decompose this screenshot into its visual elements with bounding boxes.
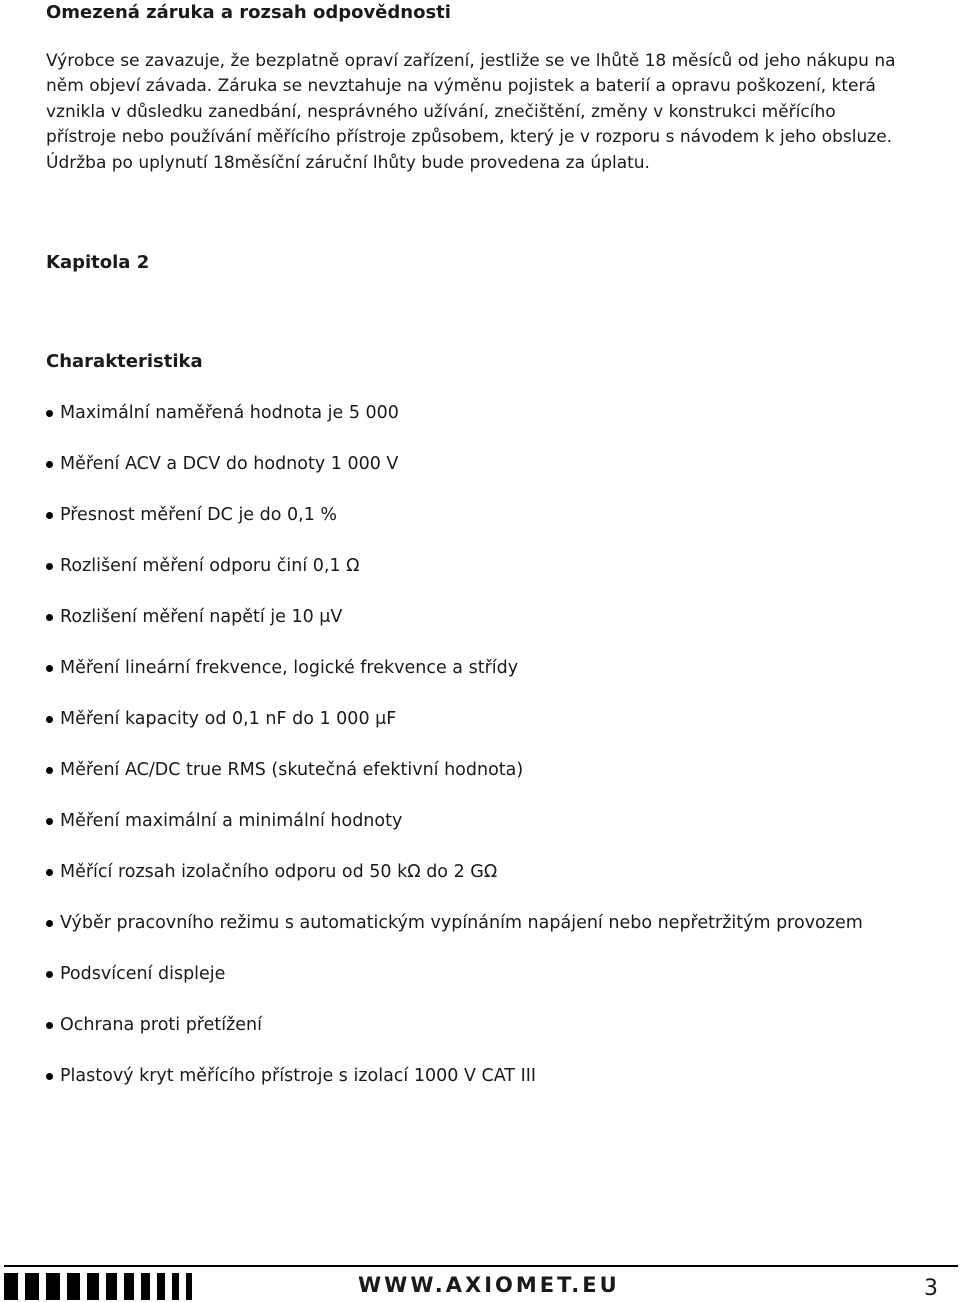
feature-text: Měření AC/DC true RMS (skutečná efektivní hodnota)	[60, 760, 524, 780]
warranty-line: něm objeví závada. Záruka se nevztahuje na výměnu pojistek a baterií a opravu poškození, která	[46, 76, 876, 97]
bullet-icon	[46, 512, 53, 519]
feature-text: Měřící rozsah izolačního odporu od 50 kΩ do 2 GΩ	[60, 862, 498, 882]
footer-website: WWW.AXIOMET.EU	[358, 1273, 620, 1297]
warranty-heading: Omezená záruka a rozsah odpovědnosti	[46, 2, 451, 23]
bullet-icon	[46, 1073, 53, 1080]
list-item	[46, 708, 863, 759]
bullet-icon	[46, 818, 53, 825]
feature-text: Měření lineární frekvence, logické frekvence a střídy	[60, 658, 519, 678]
feature-text: Podsvícení displeje	[60, 964, 226, 984]
list-item	[46, 555, 863, 606]
bullet-icon	[46, 767, 53, 774]
bullet-icon	[46, 971, 53, 978]
warranty-line: Údržba po uplynutí 18měsíční záruční lhůty bude provedena za úplatu.	[46, 152, 650, 173]
bullet-icon	[46, 665, 53, 672]
bullet-icon	[46, 614, 53, 621]
bullet-icon	[46, 716, 53, 723]
bullet-icon	[46, 1022, 53, 1029]
bullet-icon	[46, 563, 53, 570]
list-item	[46, 453, 863, 504]
feature-text: Měření maximální a minimální hodnoty	[60, 811, 403, 831]
footer-bars-decoration	[4, 1273, 324, 1300]
feature-text: Rozlišení měření napětí je 10 μV	[60, 607, 343, 627]
bullet-icon	[46, 461, 53, 468]
feature-text: Přesnost měření DC je do 0,1 %	[60, 505, 338, 525]
list-item	[46, 402, 863, 453]
list-item	[46, 1014, 863, 1065]
list-item	[46, 1065, 863, 1116]
list-item	[46, 963, 863, 1014]
feature-text: Plastový kryt měřícího přístroje s izolací 1000 V CAT III	[60, 1066, 537, 1086]
list-item	[46, 912, 863, 963]
list-item	[46, 861, 863, 912]
feature-text: Rozlišení měření odporu činí 0,1 Ω	[60, 556, 360, 576]
list-item	[46, 810, 863, 861]
chapter-heading: Kapitola 2	[46, 252, 150, 273]
footer-divider	[4, 1265, 958, 1267]
list-item	[46, 657, 863, 708]
warranty-line: Výrobce se zavazuje, že bezplatně opraví zařízení, jestliže se ve lhůtě 18 měsíců od jeho nákupu na	[46, 51, 896, 71]
bullet-icon	[46, 410, 53, 417]
feature-list	[46, 402, 863, 1116]
feature-text: Měření ACV a DCV do hodnoty 1 000 V	[60, 454, 399, 474]
warranty-line: přístroje nebo používání měřícího přístroje způsobem, který je v rozporu s návodem k jeho obsluze.	[46, 127, 893, 148]
bullet-icon	[46, 920, 53, 927]
bullet-icon	[46, 869, 53, 876]
list-item	[46, 606, 863, 657]
page-number: 3	[924, 1276, 938, 1301]
list-item	[46, 504, 863, 555]
features-heading: Charakteristika	[46, 351, 203, 372]
warranty-paragraph	[46, 49, 926, 176]
feature-text: Výběr pracovního režimu s automatickým vypínáním napájení nebo nepřetržitým provozem	[60, 913, 863, 933]
list-item	[46, 759, 863, 810]
feature-text: Ochrana proti přetížení	[60, 1015, 263, 1035]
feature-text: Maximální naměřená hodnota je 5 000	[60, 403, 399, 423]
feature-text: Měření kapacity od 0,1 nF do 1 000 μF	[60, 709, 397, 729]
warranty-line: vznikla v důsledku zanedbání, nesprávného užívání, znečištění, změny v konstrukci měřícího	[46, 101, 836, 122]
